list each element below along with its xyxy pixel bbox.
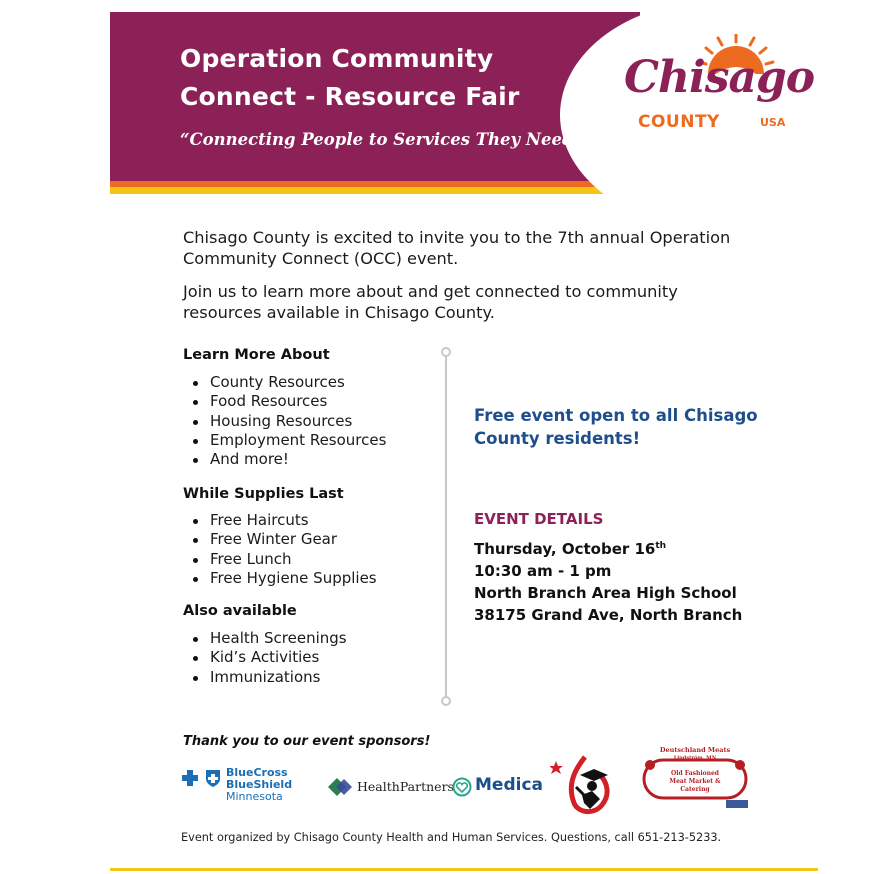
intro-paragraph-2: Join us to learn more about and get connected to community resources available in Chisago County. [183, 282, 678, 322]
meats-line-2: Lindström, MN [673, 755, 717, 761]
list-item: Housing Resources [210, 412, 386, 431]
list-item: Free Winter Gear [210, 530, 377, 549]
list-item: Free Haircuts [210, 511, 377, 530]
learn-more-list [210, 373, 386, 469]
footer-note: Event organized by Chisago County Health and Human Services. Questions, call 651-213-5233. [181, 831, 722, 844]
bcbs-cross-shield-icon [180, 768, 224, 788]
list-item: Immunizations [210, 668, 347, 687]
bcbs-line-1: BlueCross [226, 766, 288, 779]
free-event-callout: Free event open to all Chisago County residents! [474, 406, 758, 448]
meats-line-4: Meat Market & [669, 778, 721, 785]
event-address: 38175 Grand Ave, North Branch [474, 606, 743, 624]
logo-wordmark: Chisago [624, 52, 815, 103]
list-item: County Resources [210, 373, 386, 392]
medica-heart-icon [451, 777, 473, 797]
logo-county: COUNTY [638, 112, 720, 132]
supplies-list [210, 511, 377, 588]
bcbs-line-2: BlueShield [226, 778, 293, 791]
sponsors-heading: Thank you to our event sponsors! [183, 734, 431, 749]
healthpartners-logo-text: HealthPartners [357, 779, 454, 794]
divider-top-dot [441, 347, 451, 357]
divider-bottom-dot [441, 696, 451, 706]
event-date-text: Thursday, October 16 [474, 540, 656, 558]
deutschland-meats-logo [636, 745, 754, 811]
list-item: And more! [210, 450, 386, 469]
column-divider [445, 352, 447, 702]
list-item: Food Resources [210, 392, 386, 411]
event-venue: North Branch Area High School [474, 584, 737, 602]
section-heading-also-available: Also available [183, 603, 297, 619]
bcbs-line-3: Minnesota [226, 790, 283, 803]
event-date-suffix: th [655, 541, 667, 551]
tagline: “Connecting People to Services They Need” [180, 130, 583, 149]
section-heading-supplies: While Supplies Last [183, 486, 344, 502]
medica-logo-text: Medica [475, 775, 543, 795]
event-details-heading: EVENT DETAILS [474, 510, 604, 528]
list-item: Free Hygiene Supplies [210, 568, 377, 587]
list-item: Health Screenings [210, 629, 347, 647]
graduate-figure-logo [550, 753, 620, 819]
bcbs-logo-text [226, 767, 292, 803]
page-title: Operation Community Connect - Resource Fair [180, 44, 520, 111]
meats-line-5: Catering [680, 786, 710, 793]
list-item: Free Lunch [210, 550, 377, 569]
also-available-list [210, 629, 347, 687]
healthpartners-diamond-icon [326, 776, 354, 798]
meats-line-1: Deutschland Meats [659, 746, 731, 754]
list-item: Kid’s Activities [210, 648, 347, 667]
event-date [474, 540, 666, 558]
logo-usa: USA [760, 116, 786, 129]
event-time: 10:30 am - 1 pm [474, 562, 612, 580]
meats-line-3: Old Fashioned [670, 770, 720, 777]
intro-paragraph-1: Chisago County is excited to invite you to the 7th annual Operation Community Connect (OCC) event. [183, 228, 731, 268]
section-heading-learn-more: Learn More About [183, 347, 330, 363]
bottom-rule [110, 868, 818, 871]
list-item: Employment Resources [210, 430, 387, 449]
banner-yellow-stripe [110, 187, 642, 194]
